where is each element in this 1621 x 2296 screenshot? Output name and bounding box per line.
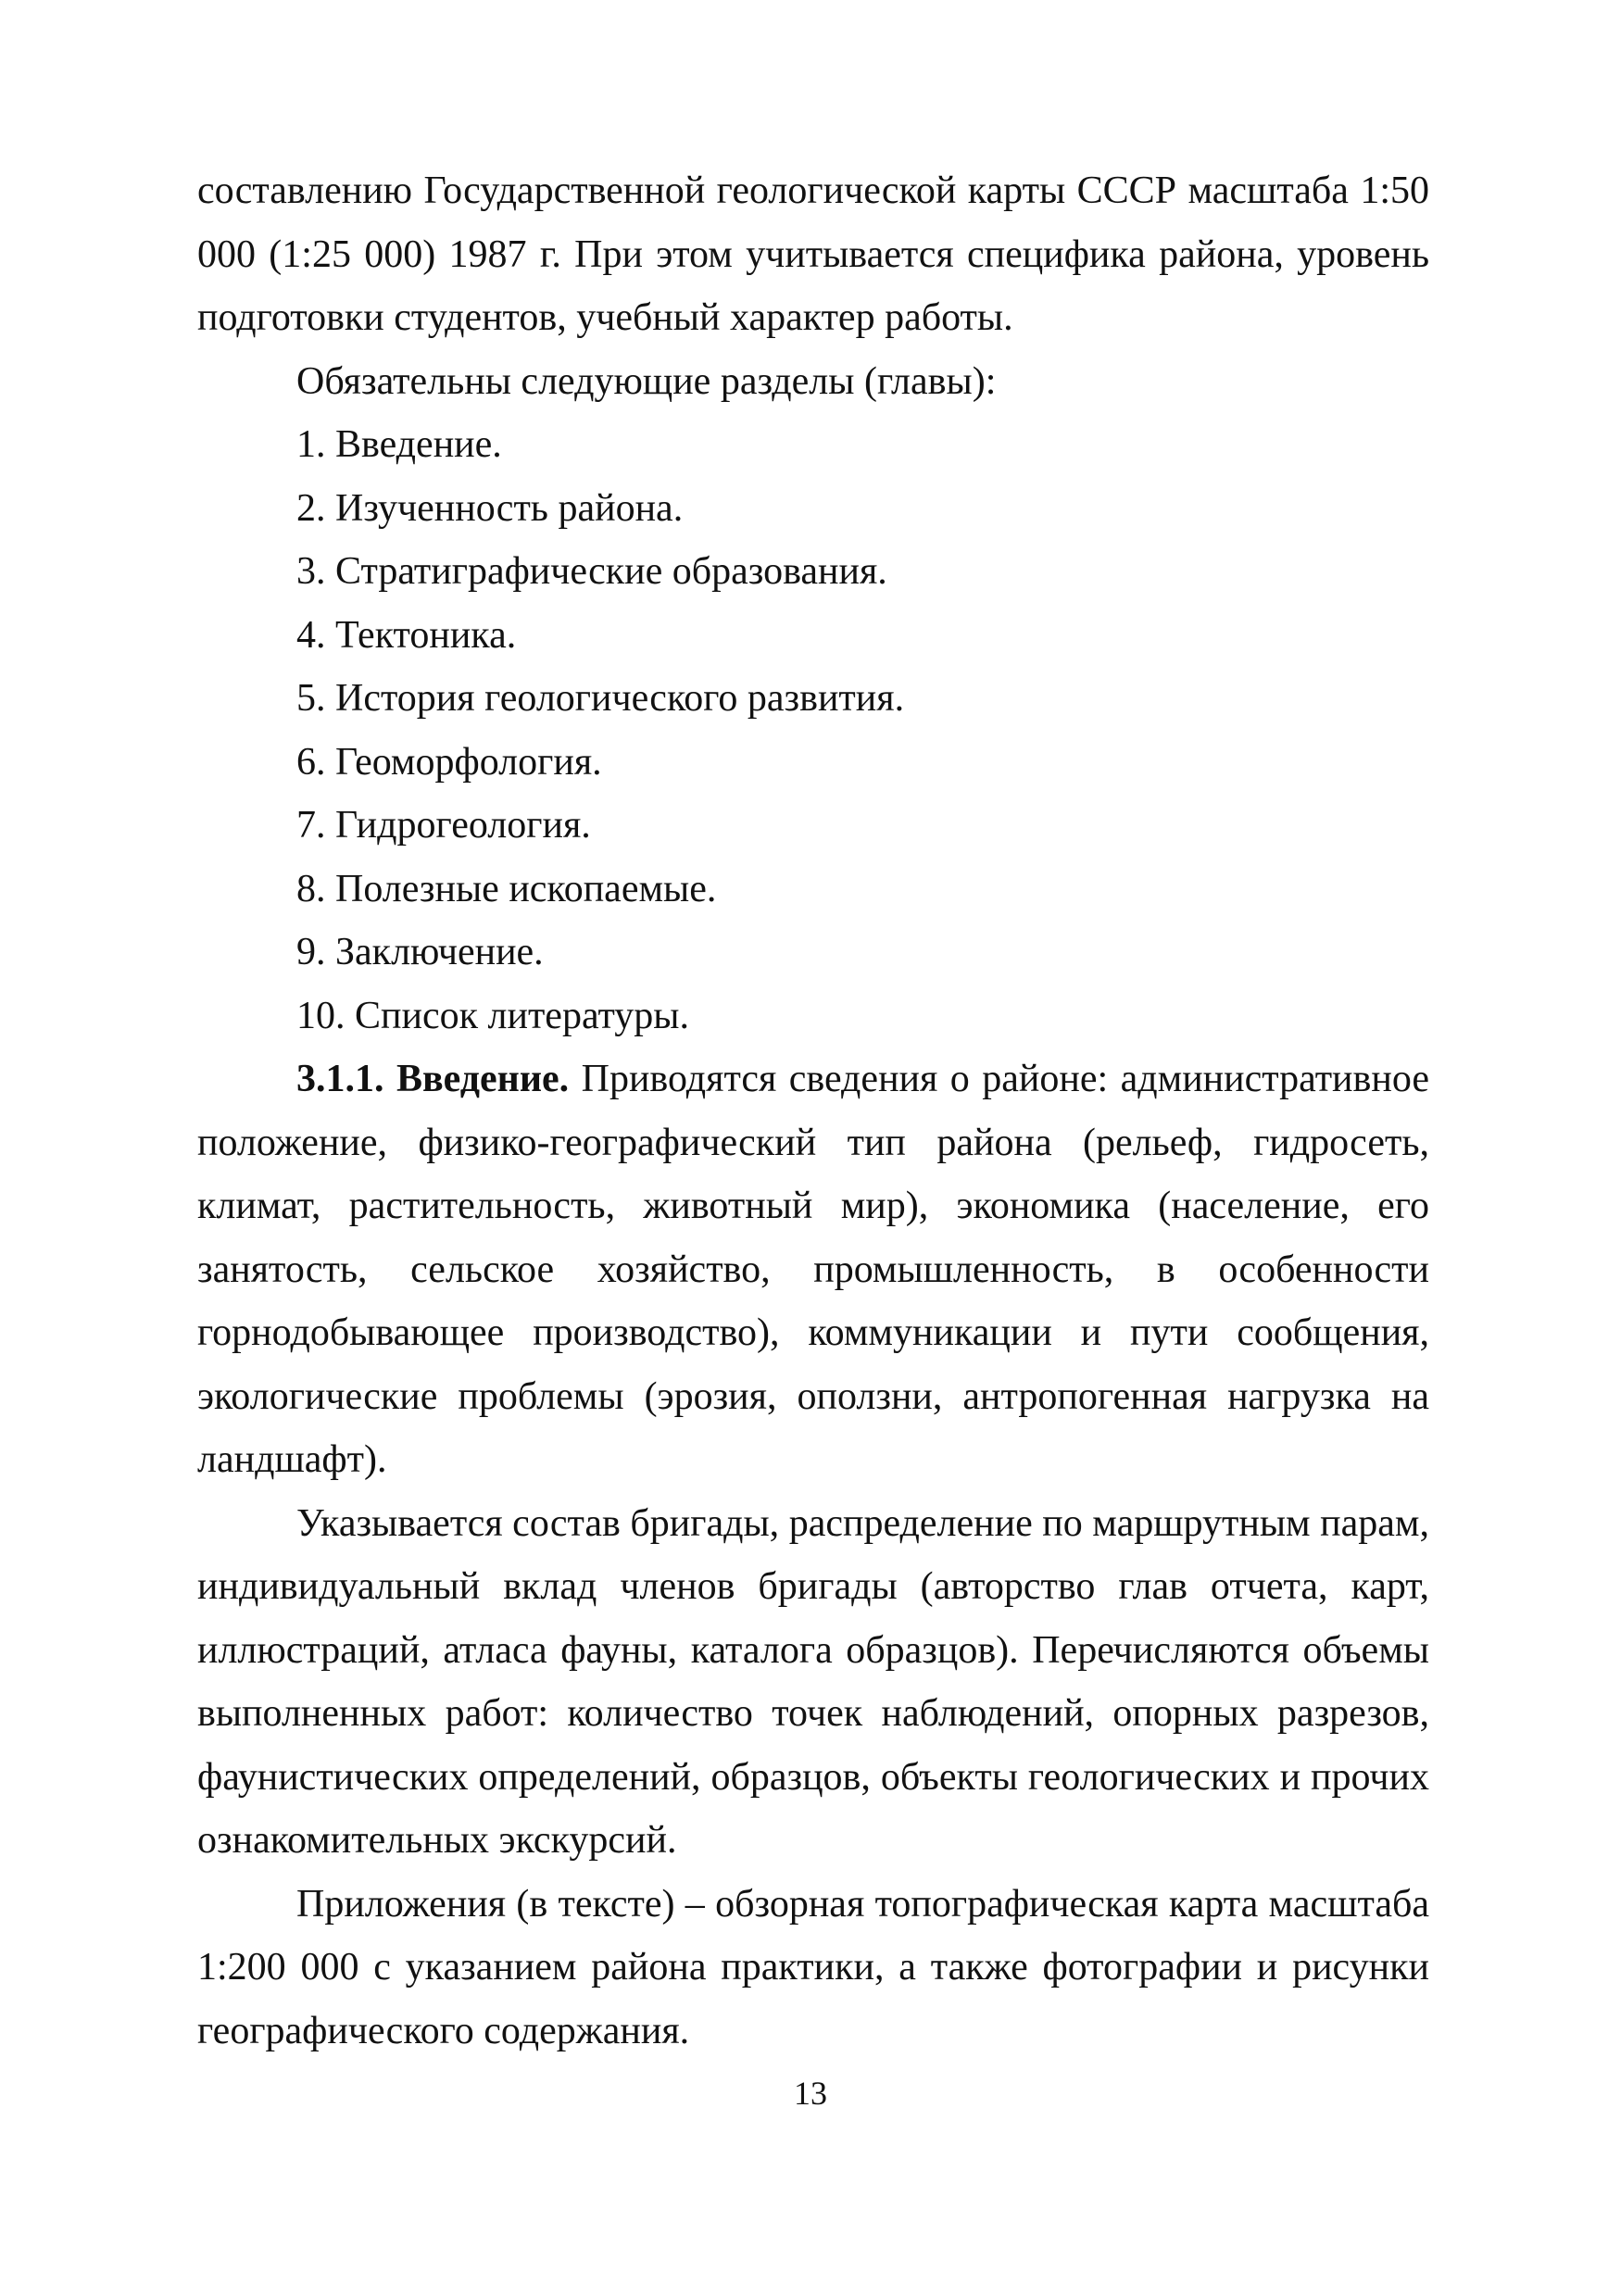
list-item: 7. Гидрогеология.: [296, 804, 591, 847]
appendix-paragraph: Приложения (в тексте) – обзорная топографическая карта масштаба 1:200 000 с указанием района практики, а также фотографии и рисунки географического содержания.: [197, 1882, 1429, 2052]
list-item: 1. Введение.: [296, 423, 502, 466]
list-item: 9. Заключение.: [296, 931, 544, 973]
introduction-section-paragraph: [197, 1048, 1429, 1492]
list-item: 5. История геологического развития.: [296, 677, 905, 720]
page-number: 13: [794, 2075, 827, 2112]
list-item: 8. Полезные ископаемые.: [296, 867, 717, 910]
list-item: 10. Список литературы.: [296, 994, 690, 1037]
list-item: 4. Тектоника.: [296, 613, 517, 657]
page-body: [197, 159, 1429, 2063]
sections-list: [197, 413, 1429, 1048]
intro-paragraph: составлению Государственной геологической карты СССР масштаба 1:50 000 (1:25 000) 1987 г. При этом учитывается специфика района, уровень подготовки студентов, учебный характер работы.: [197, 169, 1429, 339]
team-paragraph: Указывается состав бригады, распределение по маршрутным парам, индивидуальный вклад членов бригады (авторство глав отчета, карт, иллюстраций, атласа фауны, каталога образцов). Перечисляются объемы выполненных работ: количество точек наблюдений, опорных разрезов, фаунистических определений, образцов, объекты геологических и прочих ознакомительных экскурсий.: [197, 1501, 1429, 1862]
list-item: 3. Стратиграфические образования.: [296, 550, 887, 593]
sections-intro: Обязательны следующие разделы (главы):: [296, 359, 997, 403]
list-item: 2. Изученность района.: [296, 486, 684, 530]
section-heading: 3.1.1. Введение.: [296, 1058, 570, 1100]
list-item: 6. Геоморфология.: [296, 740, 602, 784]
section-text: Приводятся сведения о районе: административное положение, физико-географический тип района (рельеф, гидросеть, климат, растительность, животный мир), экономика (население, его занятость, сельское хозяйство, промышленность, в особенности горнодобывающее производство), коммуникации и пути сообщения, экологические проблемы (эрозия, оползни, антропогенная нагрузка на ландшафт).: [197, 1058, 1429, 1481]
